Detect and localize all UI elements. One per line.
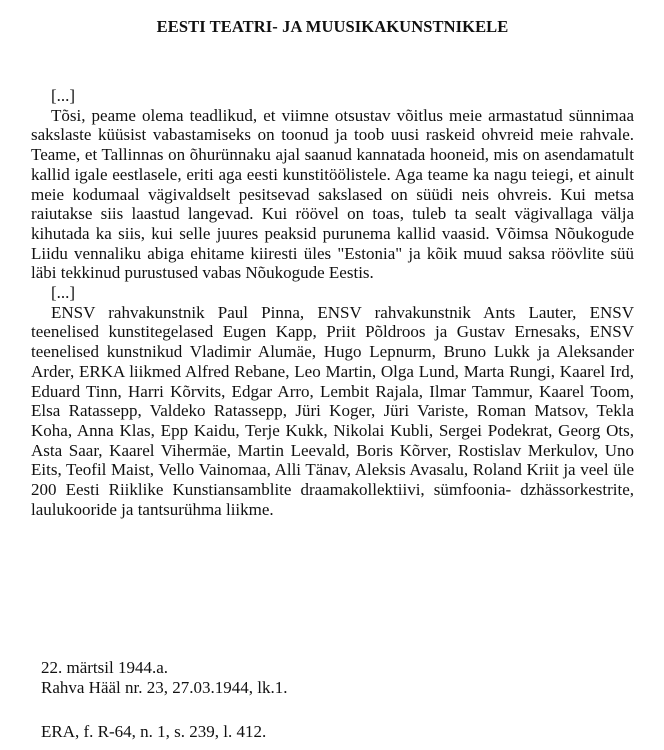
newspaper-source: Rahva Hääl nr. 23, 27.03.1944, lk.1.: [41, 678, 288, 697]
document-title: EESTI TEATRI- JA MUUSIKAKUNSTNIKELE: [156, 17, 509, 36]
document-body: [31, 86, 634, 519]
citation-block: [41, 658, 287, 698]
publication-date: 22. märtsil 1944.a.: [41, 658, 169, 677]
paragraph-signatories: ENSV rahvakunstnik Paul Pinna, ENSV rahvakunstnik Ants Lauter, ENSV teenelised kunstitegelased Eugen Kapp, Priit Põldroos ja Gustav Ernesaks, ENSV teenelised kunstnikud Vladimir Alumäe, Hugo Lepnurm, Bruno Lukk ja Aleksander Arder, ERKA liikmed Alfred Rebane, Leo Martin, Olga Lund, Marta Rungi, Kaarel Ird, Eduard Tinn, Harri Kõrvits, Edgar Arro, Lembit Rajala, Ilmar Tammur, Kaarel Toom, Elsa Ratassepp, Valdeko Ratassepp, Jüri Koger, Jüri Variste, Roman Matsov, Tekla Koha, Anna Klas, Epp Kaidu, Terje Kukk, Nikolai Kubli, Sergei Podekrat, Georg Ots, Asta Saar, Kaarel Vihermäe, Martin Leevald, Boris Kõrver, Rostislav Merkulov, Uno Eits, Teofil Maist, Vello Vainomaa, Alli Tänav, Aleksis Avasalu, Roland Kriit ja veel üle 200 Eesti Riiklike Kunstiansamblite draamakollektiivi, sümfoonia- dzhässorkestrite, laulukooride ja tantsurühma liikme.: [31, 302, 634, 519]
paragraph-appeal: Tõsi, peame olema teadlikud, et viimne otsustav võitlus meie armastatud sünnimaa sakslaste küüsist vabastamiseks on toonud ja toob uusi raskeid ohvreid meie rahvale. Teame, et Tallinnas on õhurünnaku ajal saanud kannatada hooneid, mis on asendamatult kallid igale eestlasele, eriti aga eesti kunstitöölistele. Aga teame ka nagu teiegi, et ainult meie kodumaal vägivaldselt pesitsevad sakslased on süüdi neis ohvreis. Kui metsa raiutakse siis laastud langevad. Kui röövel on toas, tuleb ta sealt vägivallaga välja kihutada ka siis, kui selle juures peaksid purunema kallid vaasid. Võimsa Nõukogude Liidu vennaliku abiga ehitame kiiresti üles "Estonia" ja kõik muud saksa röövlite süü läbi tekkinud purustused vabas Nõukogude Eestis.: [31, 105, 634, 283]
archive-reference: ERA, f. R-64, n. 1, s. 239, l. 412.: [41, 722, 267, 741]
omission-marker-1: [...]: [51, 86, 76, 105]
omission-marker-2: [...]: [51, 283, 76, 303]
